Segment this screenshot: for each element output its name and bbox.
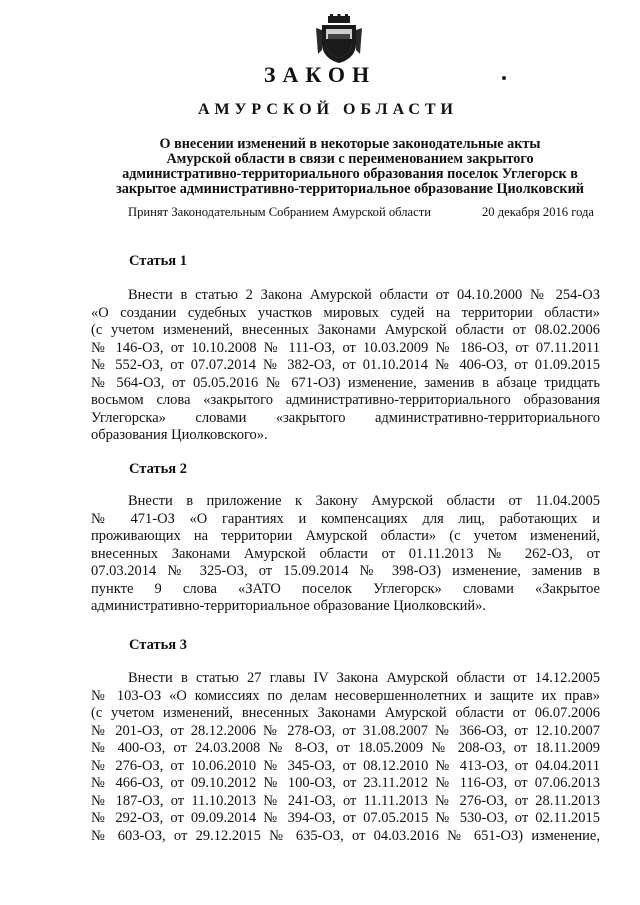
- text-line: (с учетом изменений, внесенных Законами Амурской области от 08.02.2006: [91, 322, 600, 338]
- article-1-text: [91, 287, 600, 445]
- text-line: административно-территориальное образование Циолковский».: [91, 598, 487, 614]
- text-line: № 103-ОЗ «О комиссиях по делам несовершеннолетних и защите их прав»: [91, 687, 600, 704]
- text-line: № 400-ОЗ, от 24.03.2008 № 8-ОЗ, от 18.05.2009 № 208-ОЗ, от 18.11.2009: [91, 740, 600, 756]
- text-line: Внести в статью 2 Закона Амурской области от 04.10.2000 № 254-ОЗ: [128, 287, 600, 303]
- law-subject: [90, 137, 610, 197]
- text-line: № 146-ОЗ, от 10.10.2008 № 111-ОЗ, от 10.03.2009 № 186-ОЗ, от 07.11.2011: [91, 339, 600, 356]
- text-line: внесенных Законами Амурской области от 01.11.2013 № 262-ОЗ, от: [91, 545, 600, 562]
- text-line: № 292-ОЗ, от 09.09.2014 № 394-ОЗ, от 07.05.2015 № 530-ОЗ, от 02.11.2015: [91, 810, 600, 826]
- text-line: Углегорска» словами «закрытого административно-территориального: [91, 409, 600, 426]
- text-line: № 564-ОЗ, от 05.05.2016 № 671-ОЗ) изменение, заменив в абзаце тридцать: [91, 374, 600, 391]
- text-line: № 201-ОЗ, от 28.12.2006 № 278-ОЗ, от 31.08.2007 № 366-ОЗ, от 12.10.2007: [91, 722, 600, 739]
- adopted-by: Принят Законодательным Собранием Амурской области: [128, 205, 431, 219]
- article-2-heading: Статья 2: [129, 461, 187, 477]
- subject-line: Амурской области в связи с переименованием закрытого: [166, 151, 534, 167]
- article-3-heading: Статья 3: [129, 637, 187, 653]
- text-line: проживающих на территории Амурской области» (с учетом изменений,: [91, 528, 600, 544]
- text-line: «О создании судебных участков мировых судей на территории области»: [91, 304, 600, 321]
- text-line: № 603-ОЗ, от 29.12.2015 № 635-ОЗ, от 04.03.2016 № 651-ОЗ) изменение,: [91, 827, 600, 844]
- law-title: ЗАКОН: [263, 62, 377, 87]
- text-line: 07.03.2014 № 325-ОЗ, от 15.09.2014 № 398-ОЗ) изменение, заменив в: [91, 563, 600, 579]
- article-2-text: [91, 493, 600, 616]
- text-line: № 276-ОЗ, от 10.06.2010 № 345-ОЗ, от 08.12.2010 № 413-ОЗ, от 04.04.2011: [91, 757, 600, 774]
- adopted-date: 20 декабря 2016 года: [482, 205, 595, 219]
- text-line: пункте 9 слова «ЗАТО поселок Углегорск» словами «Закрытое: [91, 580, 600, 597]
- text-line: образования Циолковского».: [91, 427, 268, 443]
- subject-line: О внесении изменений в некоторые законодательные акты: [159, 136, 541, 152]
- text-line: № 466-ОЗ, от 09.10.2012 № 100-ОЗ, от 23.11.2012 № 116-ОЗ, от 07.06.2013: [91, 775, 600, 791]
- article-1-heading: Статья 1: [129, 253, 187, 269]
- text-line: № 187-ОЗ, от 11.10.2013 № 241-ОЗ, от 11.11.2013 № 276-ОЗ, от 28.11.2013: [91, 792, 600, 809]
- text-line: Внести в приложение к Закону Амурской области от 11.04.2005: [128, 493, 600, 509]
- article-3-text: [91, 670, 600, 845]
- subject-line: закрытое административно-территориальное образование Циолковский: [116, 181, 584, 197]
- coat-of-arms-icon: [316, 14, 362, 64]
- text-line: № 552-ОЗ, от 07.07.2014 № 382-ОЗ, от 01.10.2014 № 406-ОЗ, от 01.09.2015: [91, 357, 600, 373]
- region-title: АМУРСКОЙ ОБЛАСТИ: [198, 101, 458, 118]
- text-line: восьмом слова «закрытого административно-территориального образования: [91, 392, 600, 408]
- text-line: (с учетом изменений, внесенных Законами Амурской области от 06.07.2006: [91, 705, 600, 721]
- text-line: № 471-ОЗ «О гарантиях и компенсациях для лиц, работающих и: [91, 510, 600, 527]
- subject-line: административно-территориального образования поселок Углегорск в: [122, 166, 578, 182]
- text-line: Внести в статью 27 главы IV Закона Амурской области от 14.12.2005: [128, 670, 600, 686]
